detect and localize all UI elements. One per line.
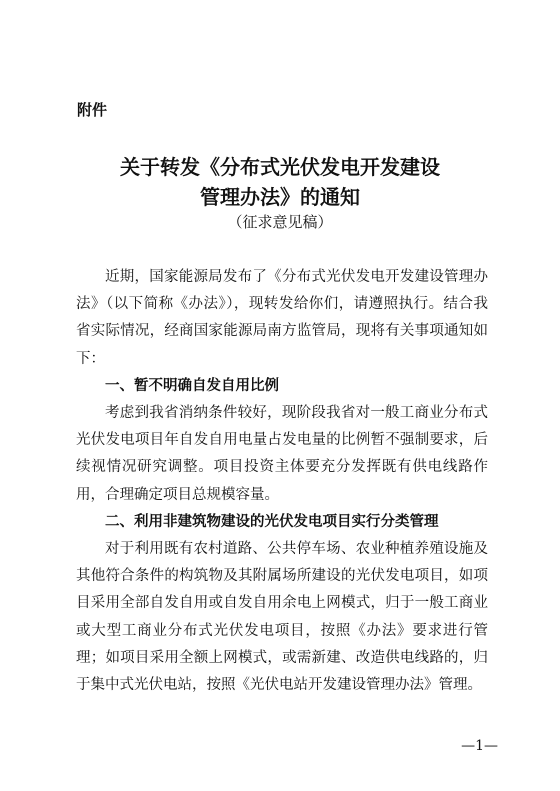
document-title [60, 152, 500, 212]
section-1-paragraph: 考虑到我省消纳条件较好，现阶段我省对一般工商业分布式光伏发电项目年自发自用电量占发电量的比例暂不强制要求，后续视情况研究调整。项目投资主体要充分发挥既有供电线路作用，合理确定项目总规模容量。 [76, 405, 488, 503]
title-line-2: 管理办法》的通知 [200, 185, 360, 209]
title-line-1: 关于转发《分布式光伏发电开发建设 [120, 155, 440, 179]
section-1-heading: 一、暂不明确自发自用比例 [105, 377, 279, 394]
section-2-heading: 二、利用非建筑物建设的光伏发电项目实行分类管理 [105, 513, 439, 530]
intro-paragraph: 近期，国家能源局发布了《分布式光伏发电开发建设管理办法》（以下简称《办法》），现转发给你们，请遵照执行。结合我省实际情况，经商国家能源局南方监管局，现将有关事项通知如下： [76, 269, 488, 367]
document-subtitle: （征求意见稿） [227, 213, 333, 231]
document-body [76, 264, 488, 699]
attachment-label: 附件 [77, 101, 108, 119]
page-number: —1— [461, 738, 498, 754]
section-2-paragraph: 对于利用既有农村道路、公共停车场、农业种植养殖设施及其他符合条件的构筑物及其附属场所建设的光伏发电项目，如项目采用全部自发自用或自发自用余电上网模式，归于一般工商业或大型工商业分布式光伏发电项目，按照《办法》要求进行管理；如项目采用全额上网模式，或需新建、改造供电线路的，归于集中式光伏电站，按照《光伏电站开发建设管理办法》管理。 [76, 541, 488, 694]
